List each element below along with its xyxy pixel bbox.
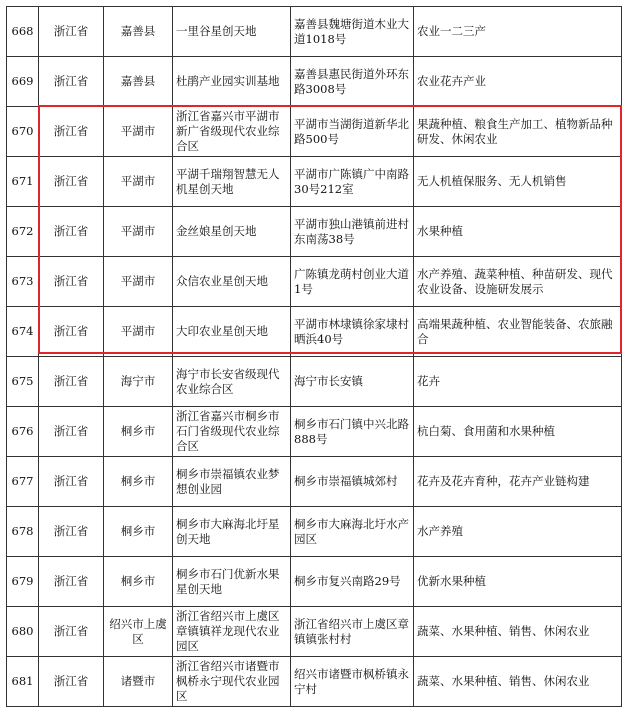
address-cell: 桐乡市石门镇中兴北路888号 — [291, 407, 414, 457]
industry-cell: 杭白菊、食用菌和水果种植 — [414, 407, 622, 457]
province-cell: 浙江省 — [39, 557, 104, 607]
table-row — [7, 57, 622, 107]
address-cell: 平湖市独山港镇前进村东南荡38号 — [291, 207, 414, 257]
base-name-cell: 浙江省绍兴市诸暨市枫桥永宁现代农业园区 — [173, 657, 291, 707]
row-number: 669 — [7, 57, 39, 107]
city-cell: 平湖市 — [104, 107, 173, 157]
province-cell: 浙江省 — [39, 57, 104, 107]
address-cell: 平湖市当湖街道新华北路500号 — [291, 107, 414, 157]
table-row — [7, 207, 622, 257]
city-cell: 海宁市 — [104, 357, 173, 407]
industry-cell: 果蔬种植、粮食生产加工、植物新品种研发、休闲农业 — [414, 107, 622, 157]
row-number: 671 — [7, 157, 39, 207]
table-row — [7, 357, 622, 407]
row-number: 670 — [7, 107, 39, 157]
address-cell: 广陈镇龙萌村创业大道1号 — [291, 257, 414, 307]
industry-cell: 水果种植 — [414, 207, 622, 257]
row-number: 680 — [7, 607, 39, 657]
city-cell: 桐乡市 — [104, 407, 173, 457]
base-name-cell: 浙江省嘉兴市桐乡市石门省级现代农业综合区 — [173, 407, 291, 457]
table-row — [7, 157, 622, 207]
base-name-cell: 杜鹃产业园实训基地 — [173, 57, 291, 107]
industry-cell: 高端果蔬种植、农业智能装备、农旅融合 — [414, 307, 622, 357]
province-cell: 浙江省 — [39, 657, 104, 707]
table-row — [7, 107, 622, 157]
row-number: 679 — [7, 557, 39, 607]
address-cell: 平湖市广陈镇广中南路30号212室 — [291, 157, 414, 207]
city-cell: 平湖市 — [104, 157, 173, 207]
row-number: 673 — [7, 257, 39, 307]
industry-cell: 水产养殖 — [414, 507, 622, 557]
table-row — [7, 307, 622, 357]
city-cell: 绍兴市上虞区 — [104, 607, 173, 657]
table-row — [7, 557, 622, 607]
table-row — [7, 657, 622, 707]
address-cell: 浙江省绍兴市上虞区章镇镇张村村 — [291, 607, 414, 657]
base-name-cell: 桐乡市大麻海北圩星创天地 — [173, 507, 291, 557]
industry-cell: 蔬菜、水果种植、销售、休闲农业 — [414, 607, 622, 657]
province-cell: 浙江省 — [39, 257, 104, 307]
row-number: 672 — [7, 207, 39, 257]
city-cell: 桐乡市 — [104, 507, 173, 557]
table-row — [7, 257, 622, 307]
address-cell: 嘉善县惠民街道外环东路3008号 — [291, 57, 414, 107]
city-cell: 嘉善县 — [104, 57, 173, 107]
province-cell: 浙江省 — [39, 407, 104, 457]
province-cell: 浙江省 — [39, 7, 104, 57]
city-cell: 平湖市 — [104, 307, 173, 357]
address-cell: 桐乡市大麻海北圩水产园区 — [291, 507, 414, 557]
province-cell: 浙江省 — [39, 507, 104, 557]
industry-cell: 水产养殖、蔬菜种植、种苗研发、现代农业设备、设施研发展示 — [414, 257, 622, 307]
base-name-cell: 海宁市长安省级现代农业综合区 — [173, 357, 291, 407]
industry-cell: 花卉 — [414, 357, 622, 407]
industry-cell: 无人机植保服务、无人机销售 — [414, 157, 622, 207]
address-cell: 桐乡市崇福镇城郊村 — [291, 457, 414, 507]
table-row — [7, 607, 622, 657]
row-number: 678 — [7, 507, 39, 557]
base-name-cell: 众信农业星创天地 — [173, 257, 291, 307]
table-row — [7, 507, 622, 557]
industry-cell: 优新水果种植 — [414, 557, 622, 607]
city-cell: 桐乡市 — [104, 457, 173, 507]
base-name-cell: 金丝娘星创天地 — [173, 207, 291, 257]
row-number: 675 — [7, 357, 39, 407]
industry-cell: 农业一二三产 — [414, 7, 622, 57]
province-cell: 浙江省 — [39, 357, 104, 407]
industry-cell: 蔬菜、水果种植、销售、休闲农业 — [414, 657, 622, 707]
city-cell: 诸暨市 — [104, 657, 173, 707]
address-cell: 海宁市长安镇 — [291, 357, 414, 407]
address-cell: 绍兴市诸暨市枫桥镇永宁村 — [291, 657, 414, 707]
table-body — [7, 7, 622, 707]
province-cell: 浙江省 — [39, 107, 104, 157]
province-cell: 浙江省 — [39, 307, 104, 357]
base-name-cell: 浙江省嘉兴市平湖市新广省级现代农业综合区 — [173, 107, 291, 157]
table-row — [7, 7, 622, 57]
row-number: 674 — [7, 307, 39, 357]
industry-cell: 农业花卉产业 — [414, 57, 622, 107]
table-row — [7, 457, 622, 507]
row-number: 668 — [7, 7, 39, 57]
province-cell: 浙江省 — [39, 607, 104, 657]
base-name-cell: 浙江省绍兴市上虞区章镇镇祥龙现代农业园区 — [173, 607, 291, 657]
address-cell: 桐乡市复兴南路29号 — [291, 557, 414, 607]
base-name-cell: 桐乡市崇福镇农业梦想创业园 — [173, 457, 291, 507]
city-cell: 桐乡市 — [104, 557, 173, 607]
base-registry-table — [6, 6, 622, 707]
industry-cell: 花卉及花卉育种，花卉产业链构建 — [414, 457, 622, 507]
base-name-cell: 一里谷星创天地 — [173, 7, 291, 57]
base-name-cell: 平湖千瑞翔智慧无人机星创天地 — [173, 157, 291, 207]
row-number: 677 — [7, 457, 39, 507]
city-cell: 平湖市 — [104, 257, 173, 307]
province-cell: 浙江省 — [39, 457, 104, 507]
table-row — [7, 407, 622, 457]
province-cell: 浙江省 — [39, 207, 104, 257]
base-name-cell: 大印农业星创天地 — [173, 307, 291, 357]
address-cell: 嘉善县魏塘街道木业大道1018号 — [291, 7, 414, 57]
base-name-cell: 桐乡市石门优新水果星创天地 — [173, 557, 291, 607]
row-number: 676 — [7, 407, 39, 457]
row-number: 681 — [7, 657, 39, 707]
city-cell: 平湖市 — [104, 207, 173, 257]
address-cell: 平湖市林埭镇徐家埭村晒浜40号 — [291, 307, 414, 357]
province-cell: 浙江省 — [39, 157, 104, 207]
city-cell: 嘉善县 — [104, 7, 173, 57]
